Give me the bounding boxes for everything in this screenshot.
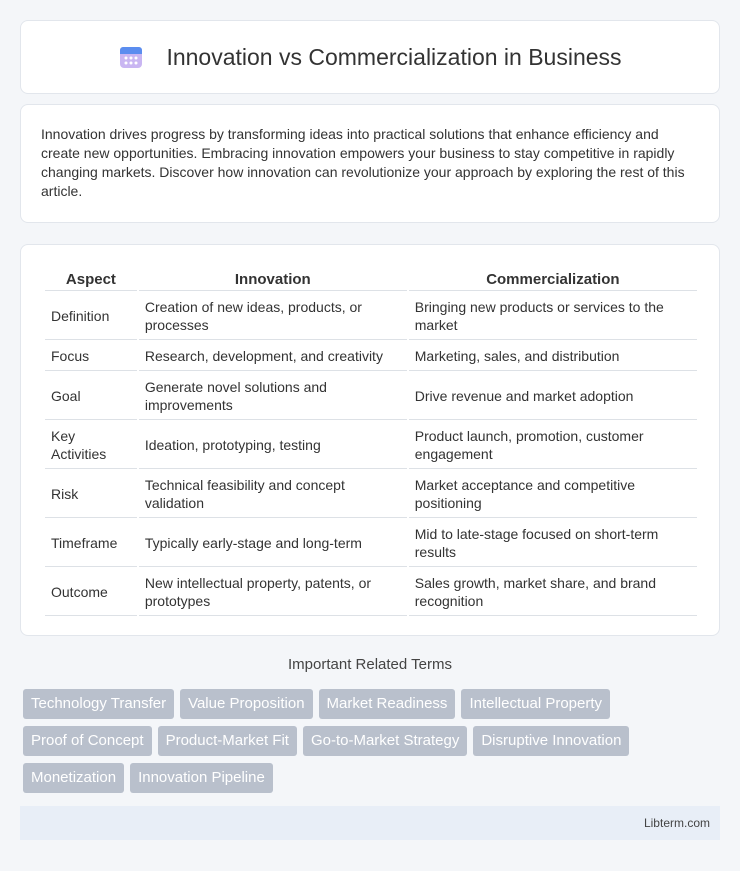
cell-commercialization: Market acceptance and competitive positioning [409,471,697,518]
related-terms-title: Important Related Terms [288,656,452,673]
table-row [45,293,697,340]
calendar-icon [118,44,144,70]
term-tag-proof-of-concept[interactable]: Proof of Concept [23,726,152,756]
cell-innovation: Technical feasibility and concept validation [139,471,407,518]
header-aspect: Aspect [45,267,137,291]
header-commercialization: Commercialization [409,267,697,291]
cell-aspect: Risk [45,471,137,518]
page-title: Innovation vs Commercialization in Business [166,43,622,70]
cell-commercialization: Bringing new products or services to the market [409,293,697,340]
table-header-row [45,267,697,291]
footer-site-link[interactable]: Libterm.com [643,816,710,830]
cell-commercialization: Drive revenue and market adoption [409,373,697,420]
cell-innovation: Research, development, and creativity [139,342,407,371]
cell-innovation: New intellectual property, patents, or prototypes [139,569,407,616]
term-tag-disruptive-innovation[interactable]: Disruptive Innovation [473,726,629,756]
term-tag-technology-transfer[interactable]: Technology Transfer [23,689,174,719]
cell-innovation: Typically early-stage and long-term [139,520,407,567]
cell-aspect: Key Activities [45,422,137,469]
term-tag-go-to-market-strategy[interactable]: Go-to-Market Strategy [303,726,467,756]
cell-commercialization: Product launch, promotion, customer engagement [409,422,697,469]
cell-commercialization: Marketing, sales, and distribution [409,342,697,371]
cell-aspect: Outcome [45,569,137,616]
cell-commercialization: Sales growth, market share, and brand recognition [409,569,697,616]
header-innovation: Innovation [139,267,407,291]
related-terms-list [23,689,723,793]
table-row [45,520,697,567]
cell-aspect: Focus [45,342,137,371]
page-header [20,20,720,94]
cell-aspect: Goal [45,373,137,420]
comparison-table-card [20,244,720,636]
comparison-table [43,265,699,618]
cell-innovation: Ideation, prototyping, testing [139,422,407,469]
term-tag-monetization[interactable]: Monetization [23,763,124,793]
intro-section [20,104,720,223]
cell-innovation: Generate novel solutions and improvements [139,373,407,420]
cell-innovation: Creation of new ideas, products, or processes [139,293,407,340]
cell-aspect: Definition [45,293,137,340]
term-tag-innovation-pipeline[interactable]: Innovation Pipeline [130,763,273,793]
intro-text: Innovation drives progress by transforming ideas into practical solutions that enhance efficiency and create new opportunities. Embracing innovation empowers your business to stay competitive in rapidly changing markets. Discover how innovation can revolutionize your approach by exploring the rest of this article. [41,126,685,199]
term-tag-market-readiness[interactable]: Market Readiness [319,689,456,719]
table-row [45,471,697,518]
term-tag-product-market-fit[interactable]: Product-Market Fit [158,726,297,756]
cell-commercialization: Mid to late-stage focused on short-term results [409,520,697,567]
cell-aspect: Timeframe [45,520,137,567]
footer [20,806,720,840]
term-tag-intellectual-property[interactable]: Intellectual Property [461,689,610,719]
term-tag-value-proposition[interactable]: Value Proposition [180,689,312,719]
table-row [45,422,697,469]
table-row [45,569,697,616]
table-row [45,342,697,371]
table-row [45,373,697,420]
